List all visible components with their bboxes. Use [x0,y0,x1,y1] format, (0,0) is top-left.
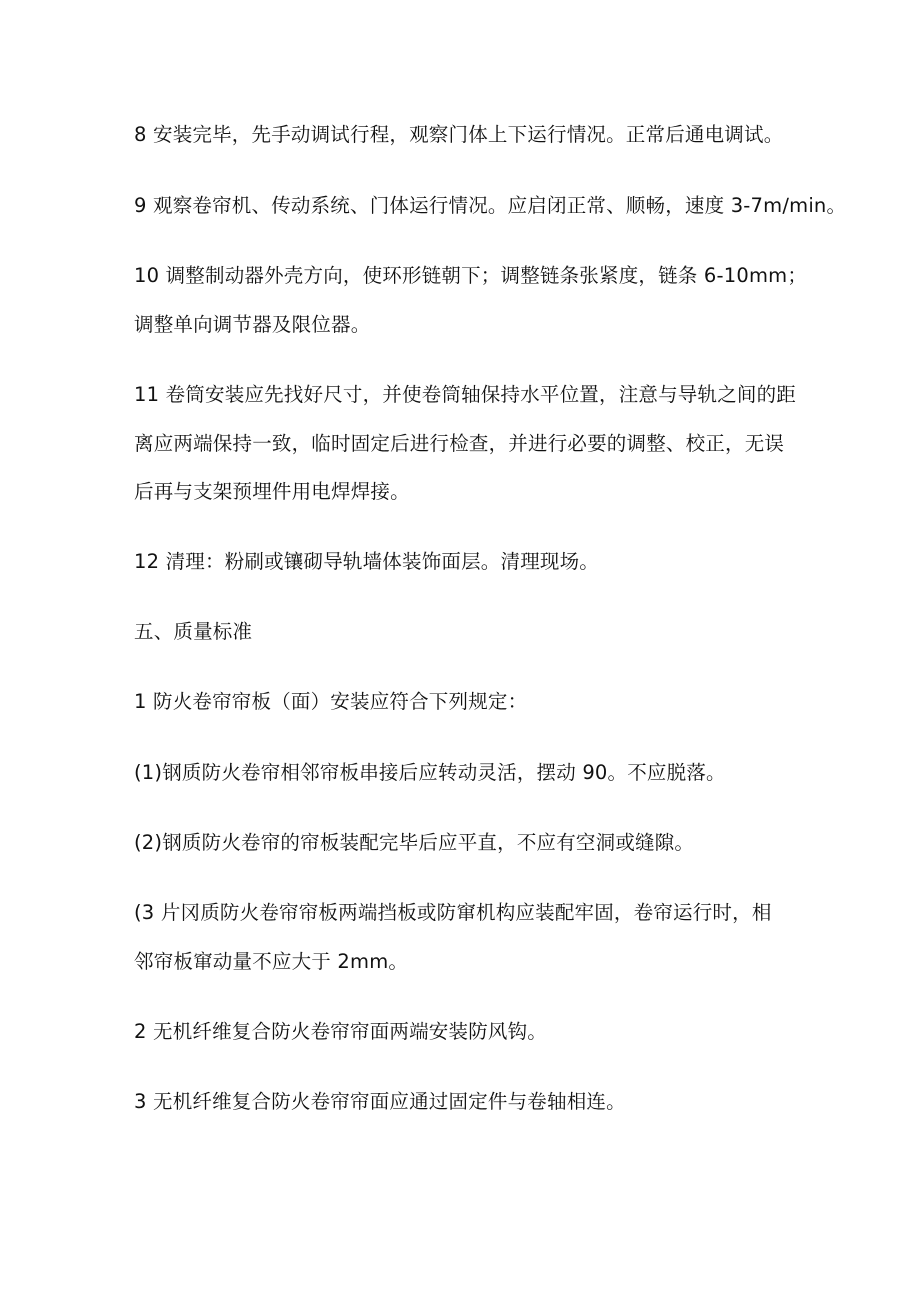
text-line-step-10-cont: 调整单向调节器及限位器。 [134,313,371,336]
text-line-item-3: 3 无机纤维复合防火卷帘帘面应通过固定件与卷轴相连。 [134,1090,626,1113]
text-line-item-1-2: (2)钢质防火卷帘的帘板装配完毕后应平直，不应有空洞或缝隙。 [134,831,695,854]
text-line-step-11-cont-2: 后再与支架预埋件用电焊焊接。 [134,480,410,503]
text-line-item-2: 2 无机纤维复合防火卷帘帘面两端安装防风钩。 [134,1020,548,1043]
text-line-step-10: 10 调整制动器外壳方向，使环形链朝下；调整链条张紧度，链条 6-10mm； [134,264,808,287]
text-line-step-12: 12 清理：粉刷或镶砌导轨墙体装饰面层。清理现场。 [134,550,600,573]
text-line-step-9: 9 观察卷帘机、传动系统、门体运行情况。应启闭正常、顺畅，速度 3-7m∕min。 [134,194,847,217]
text-line-item-1-3-cont: 邻帘板窜动量不应大于 2mm。 [134,950,409,973]
text-line-item-1: 1 防火卷帘帘板（面）安装应符合下列规定： [134,690,528,713]
text-line-item-1-1: (1)钢质防火卷帘相邻帘板串接后应转动灵活，摆动 90。不应脱落。 [134,761,726,784]
section-heading-quality-standard: 五、质量标准 [134,620,253,643]
text-line-step-8: 8 安装完毕，先手动调试行程，观察门体上下运行情况。正常后通电调试。 [134,123,784,146]
text-line-step-11: 11 卷筒安装应先找好尺寸，并使卷筒轴保持水平位置，注意与导轨之间的距 [134,383,797,406]
text-line-step-11-cont-1: 离应两端保持一致，临时固定后进行检查，并进行必要的调整、校正，无误 [134,432,785,455]
text-line-item-1-3: (3 片冈质防火卷帘帘板两端挡板或防窜机构应装配牢固，卷帘运行时，相 [134,901,772,924]
